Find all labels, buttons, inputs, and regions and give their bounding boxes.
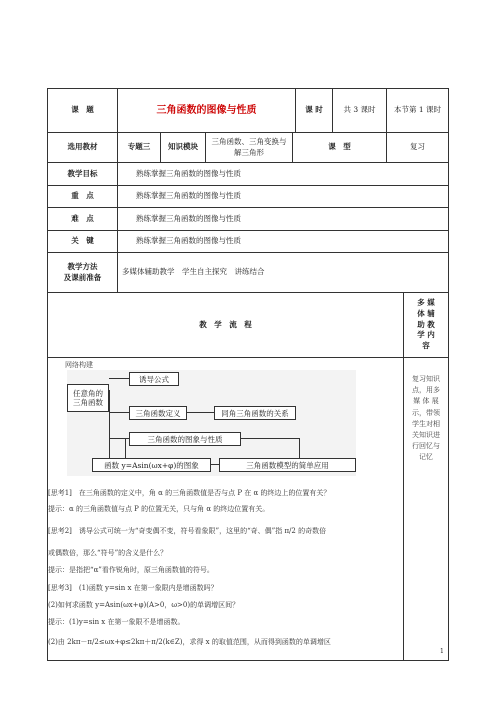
induction-box: 诱导公式: [129, 372, 179, 386]
side-note-line: 行回忆与: [412, 442, 440, 451]
textbook-value: 专题三: [127, 142, 151, 152]
process-title: 教 学 流 程: [199, 319, 252, 329]
side-header-5: 容: [422, 341, 430, 351]
side-header-2: 体 辅: [417, 308, 435, 318]
side-header-3: 助 教: [417, 319, 435, 329]
total-hours: 共 3 课时: [343, 105, 376, 115]
paragraph-hint1: 提示：α 的三角函数值与点 P 的位置无关，只与角 α 的终边位置有关。: [48, 505, 270, 513]
side-header-4: 学 内: [417, 330, 435, 340]
module-value: 三角函数、三角变换与解三角形: [211, 137, 287, 157]
side-note: [405, 374, 447, 464]
side-note-line: 学生对相: [412, 419, 440, 428]
critical-label: 关 键: [71, 236, 94, 246]
side-note-line: 示，带领: [412, 408, 440, 417]
difficulty-value: 熟练掌握三角函数的图像与性质: [136, 213, 241, 223]
paragraph-think3: [思考3] (1)函数 y=sin x 在第一象限内是增函数吗？: [48, 584, 218, 592]
graph-props-box: 三角函数的图象与性质: [129, 432, 241, 446]
methods-label-line1: 教学方法: [67, 262, 98, 272]
methods-label-line2: 及课前准备: [63, 272, 102, 282]
side-header-1: 多 媒: [417, 297, 435, 307]
diagram-caption: 网络构建: [65, 361, 93, 369]
module-label: 知识模块: [168, 142, 198, 152]
root-box: 任意角的 三角函数: [67, 384, 109, 412]
same-angle-box: 同角三角函数的关系: [214, 406, 296, 420]
side-note-line: 点，用多: [412, 386, 440, 395]
topic-label: 课 题: [71, 105, 94, 115]
side-note-line: 关知识进: [412, 430, 440, 439]
type-label: 课 型: [328, 142, 351, 152]
paragraph-hint3: 提示：(1)y=sin x 在第一象限不是增函数。: [48, 618, 185, 626]
goal-label: 教学目标: [67, 168, 98, 178]
func-graph-box: 函数 y=Asin(ωx+φ)的图象: [92, 458, 211, 472]
hours-label: 课 时: [305, 105, 323, 115]
side-note-line: 媒 体 展: [413, 397, 439, 406]
model-box: 三角函数模型的简单应用: [219, 458, 356, 472]
methods-value: 多媒体辅助教学 学生自主探究 讲练结合: [122, 267, 265, 277]
paragraph-think2: [思考2] 诱导公式可统一为“奇变偶不变，符号看象限”，这里的“奇、偶”指 π/2 的奇数倍: [48, 527, 327, 535]
goal-value: 熟练掌握三角函数的图像与性质: [136, 168, 241, 178]
network-diagram: [67, 370, 356, 476]
keypoint-value: 熟练掌握三角函数的图像与性质: [136, 191, 241, 201]
paragraph-think3-2: (2)如何求函数 y=Asin(ωx+φ)(A>0，ω>0)的单调增区间？: [48, 601, 240, 609]
textbook-label: 选用教材: [67, 142, 98, 152]
keypoint-label: 重 点: [71, 191, 94, 201]
side-header: [404, 293, 448, 357]
difficulty-label: 难 点: [71, 213, 94, 223]
current-hour: 本节第 1 课时: [393, 105, 442, 115]
page-number: 1: [440, 648, 444, 655]
paragraph-think1: [思考1] 在三角函数的定义中，角 α 的三角函数值是否与点 P 在 α 的终边上的位置有关？: [48, 489, 331, 497]
type-value: 复习: [410, 142, 425, 152]
definition-box: 三角函数定义: [129, 406, 187, 420]
methods-label: [48, 253, 117, 292]
paragraph-hint3-2: (2)由 2kπ－π/2≤ωx+φ≤2kπ＋π/2(k∈Z)，求得 x 的取值范围，从而得到函数的单调增区: [48, 638, 331, 646]
side-note-line: 复习知识: [412, 375, 440, 383]
paragraph-hint2: 提示：是指把“α”看作锐角时，原三角函数值的符号。: [48, 566, 214, 574]
paragraph-think2-cont: 或偶数倍，那么“符号”的含义是什么？: [48, 549, 168, 557]
side-note-line: 记忆: [419, 453, 433, 462]
topic-title: 三角函数的图像与性质: [156, 104, 257, 116]
critical-value: 熟练掌握三角函数的图像与性质: [136, 236, 241, 246]
